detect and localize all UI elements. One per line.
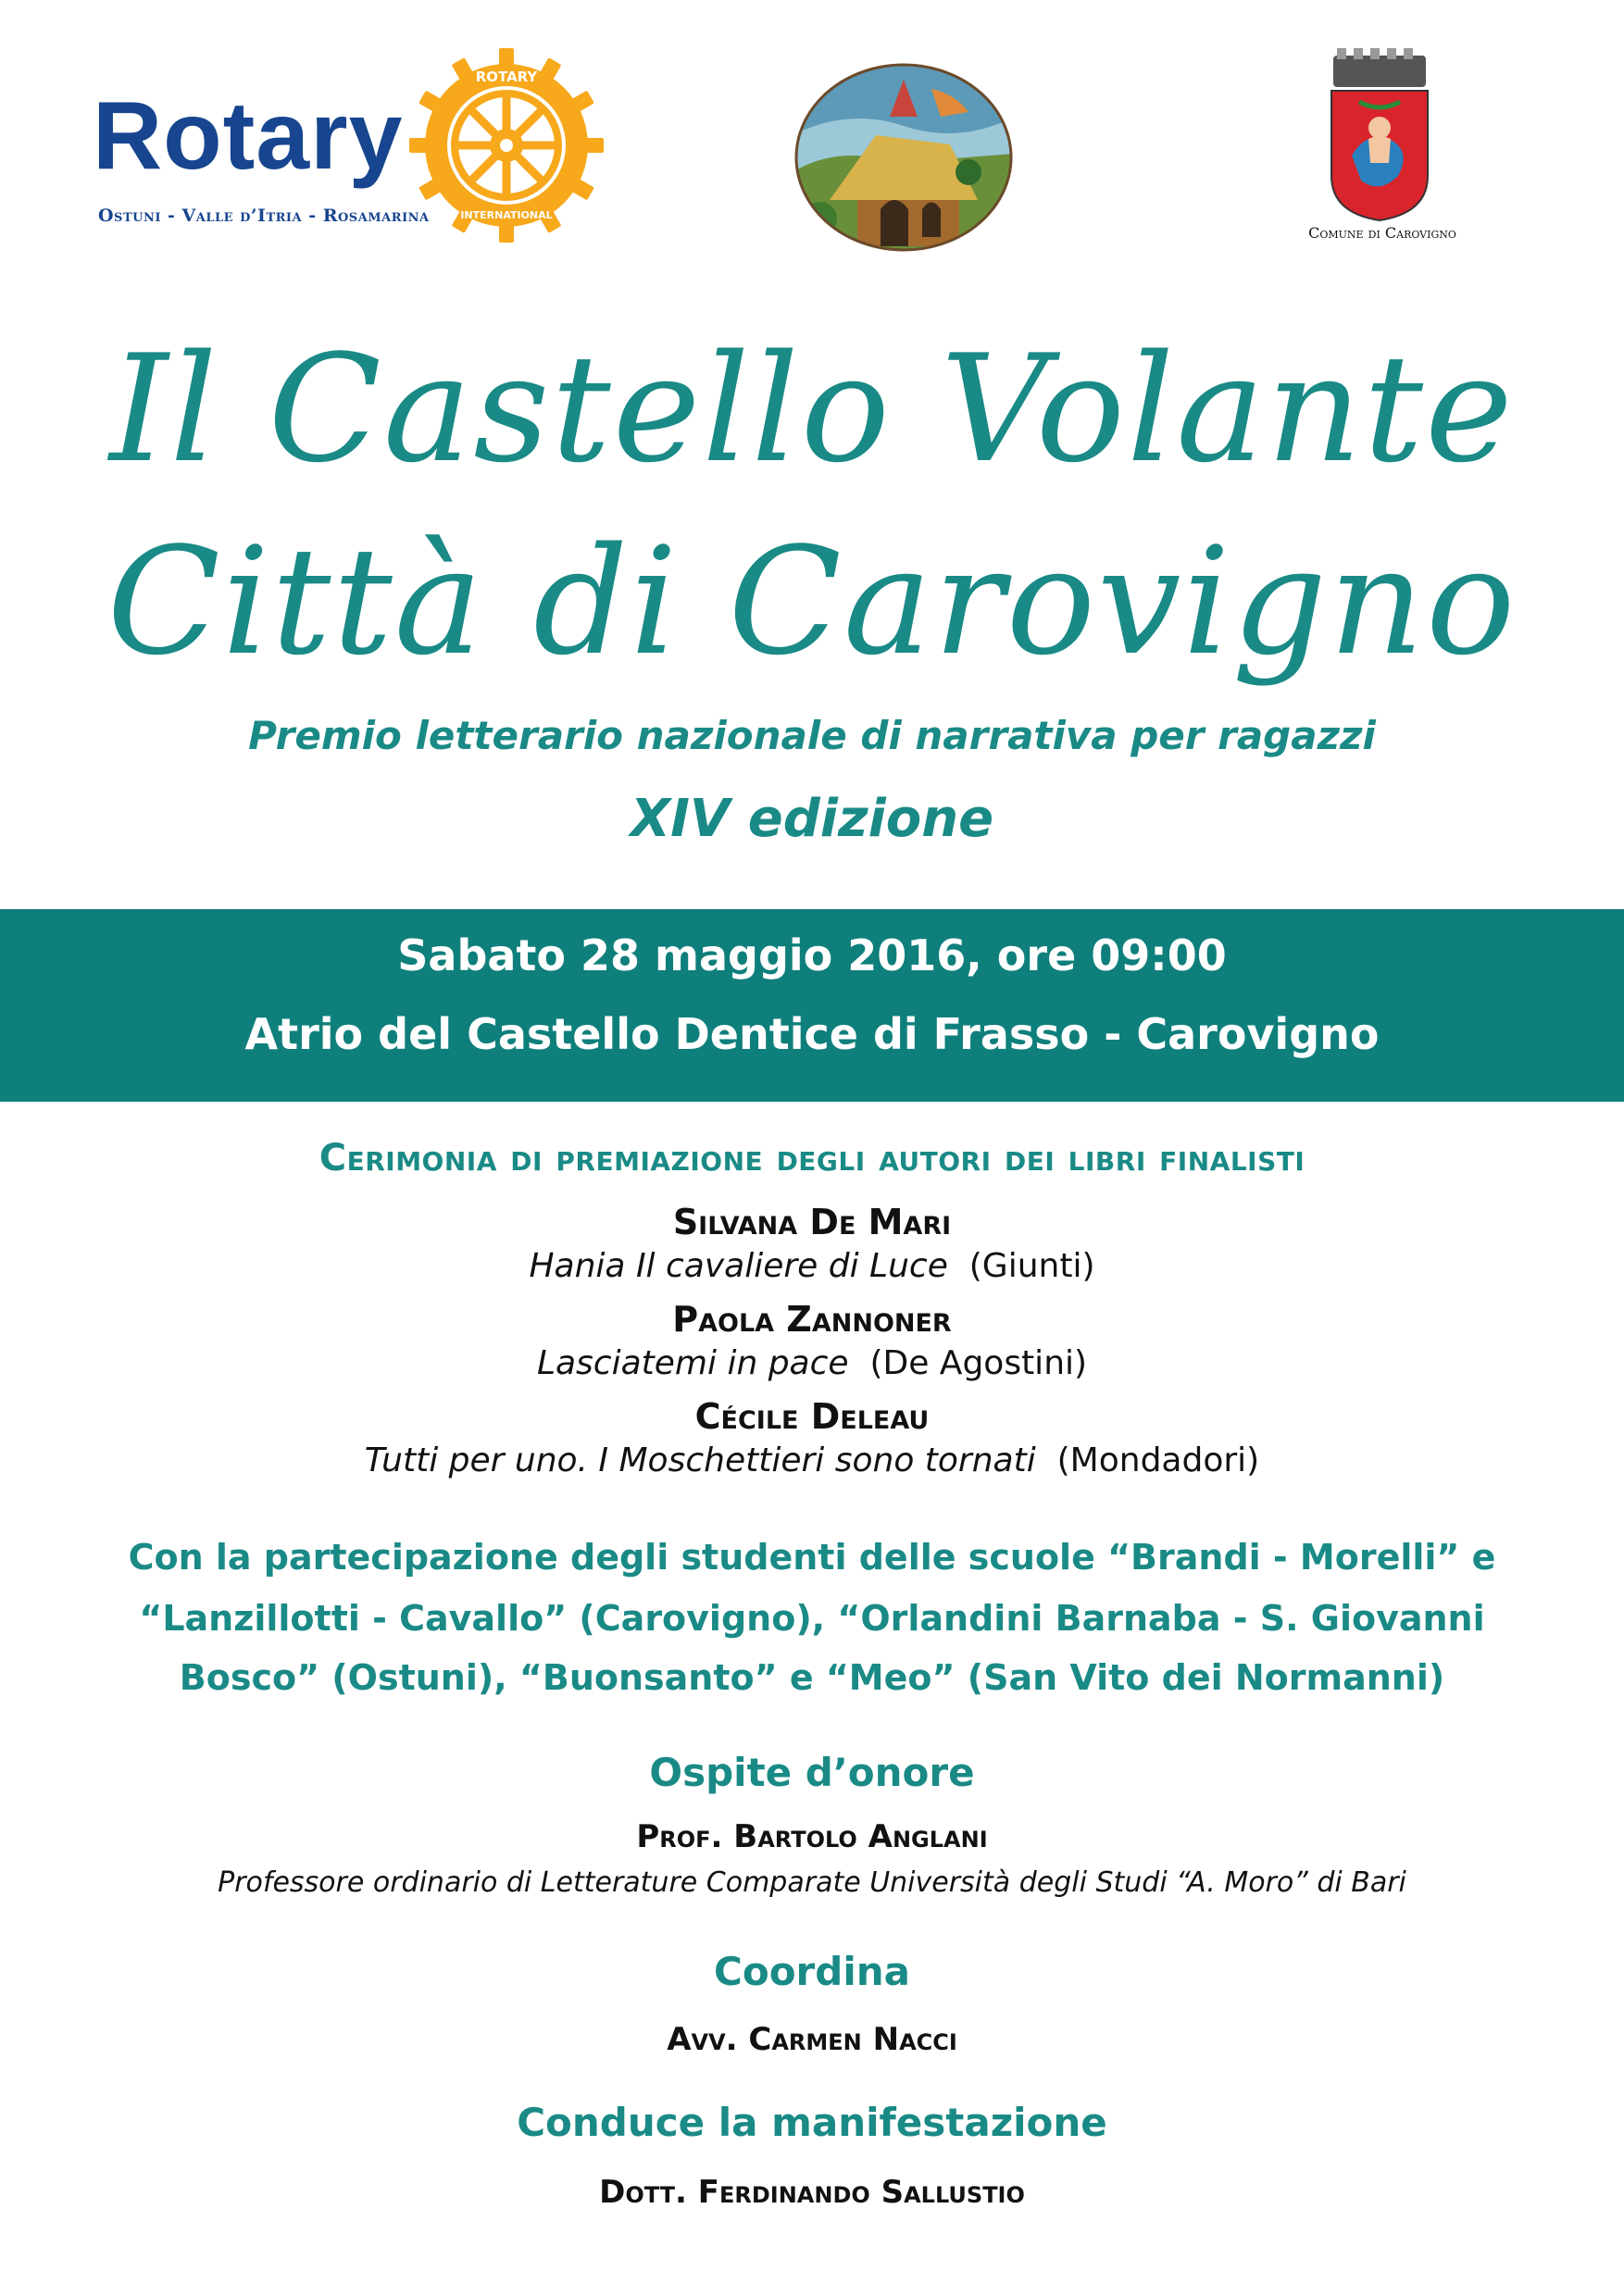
event-date: Sabato 28 maggio 2016, ore 09:00 bbox=[397, 930, 1227, 980]
guest-heading: Ospite d’onore bbox=[649, 1750, 975, 1795]
wheel-ring-bottom: INTERNATIONAL bbox=[460, 209, 553, 221]
finalist-book bbox=[0, 1441, 1624, 1479]
wheel-ring-top: ROTARY bbox=[475, 69, 538, 85]
finalist-book bbox=[0, 1344, 1624, 1382]
edition: XIV edizione bbox=[630, 789, 994, 849]
rotary-wordmark: Rotary bbox=[93, 82, 404, 190]
book-publisher: (De Agostini) bbox=[869, 1344, 1088, 1382]
comune-label: Comune di Carovigno bbox=[1308, 224, 1456, 242]
participation-line-1: Con la partecipazione degli studenti delle scuole “Brandi - Morelli” e bbox=[128, 1537, 1496, 1578]
coordinator-name: Avv. Carmen Nacci bbox=[667, 2021, 957, 2058]
coordinator-heading: Coordina bbox=[714, 1949, 910, 1994]
finalist-book bbox=[0, 1247, 1624, 1285]
book-publisher: (Mondadori) bbox=[1056, 1441, 1260, 1479]
castle-emblem-icon bbox=[793, 61, 1015, 254]
finalist-author: Silvana De Mari bbox=[672, 1202, 952, 1242]
event-venue: Atrio del Castello Dentice di Frasso - Carovigno bbox=[244, 1009, 1380, 1059]
subtitle: Premio letterario nazionale di narrativa per ragazzi bbox=[248, 713, 1376, 758]
book-title: Hania Il cavaliere di Luce bbox=[529, 1247, 948, 1285]
rotary-wheel-icon bbox=[407, 46, 606, 244]
coat-of-arms-icon bbox=[1324, 46, 1435, 222]
ceremony-heading: Cerimonia di premiazione degli autori dei libri finalisti bbox=[319, 1137, 1305, 1179]
guest-name: Prof. Bartolo Anglani bbox=[636, 1818, 988, 1855]
participation-line-3: Bosco” (Ostuni), “Buonsanto” e “Meo” (San Vito dei Normanni) bbox=[179, 1657, 1445, 1698]
finalist-author: Paola Zannoner bbox=[672, 1299, 952, 1340]
title-line-1: Il Castello Volante bbox=[109, 322, 1515, 495]
rotary-club-name: Ostuni - Valle d’Itria - Rosamarina bbox=[98, 206, 430, 226]
host-heading: Conduce la manifestazione bbox=[517, 2100, 1107, 2145]
guest-role: Professore ordinario di Letterature Comparate Università degli Studi “A. Moro” di Bari bbox=[218, 1866, 1406, 1899]
book-title: Lasciatemi in pace bbox=[536, 1344, 849, 1382]
book-title: Tutti per uno. I Moschettieri sono tornati bbox=[364, 1441, 1036, 1479]
title-line-2: Città di Carovigno bbox=[106, 515, 1518, 688]
finalist-author: Cécile Deleau bbox=[694, 1396, 930, 1437]
host-name: Dott. Ferdinando Sallustio bbox=[599, 2174, 1025, 2211]
book-publisher: (Giunti) bbox=[968, 1247, 1095, 1285]
participation-line-2: “Lanzillotti - Cavallo” (Carovigno), “Orlandini Barnaba - S. Giovanni bbox=[139, 1598, 1485, 1639]
